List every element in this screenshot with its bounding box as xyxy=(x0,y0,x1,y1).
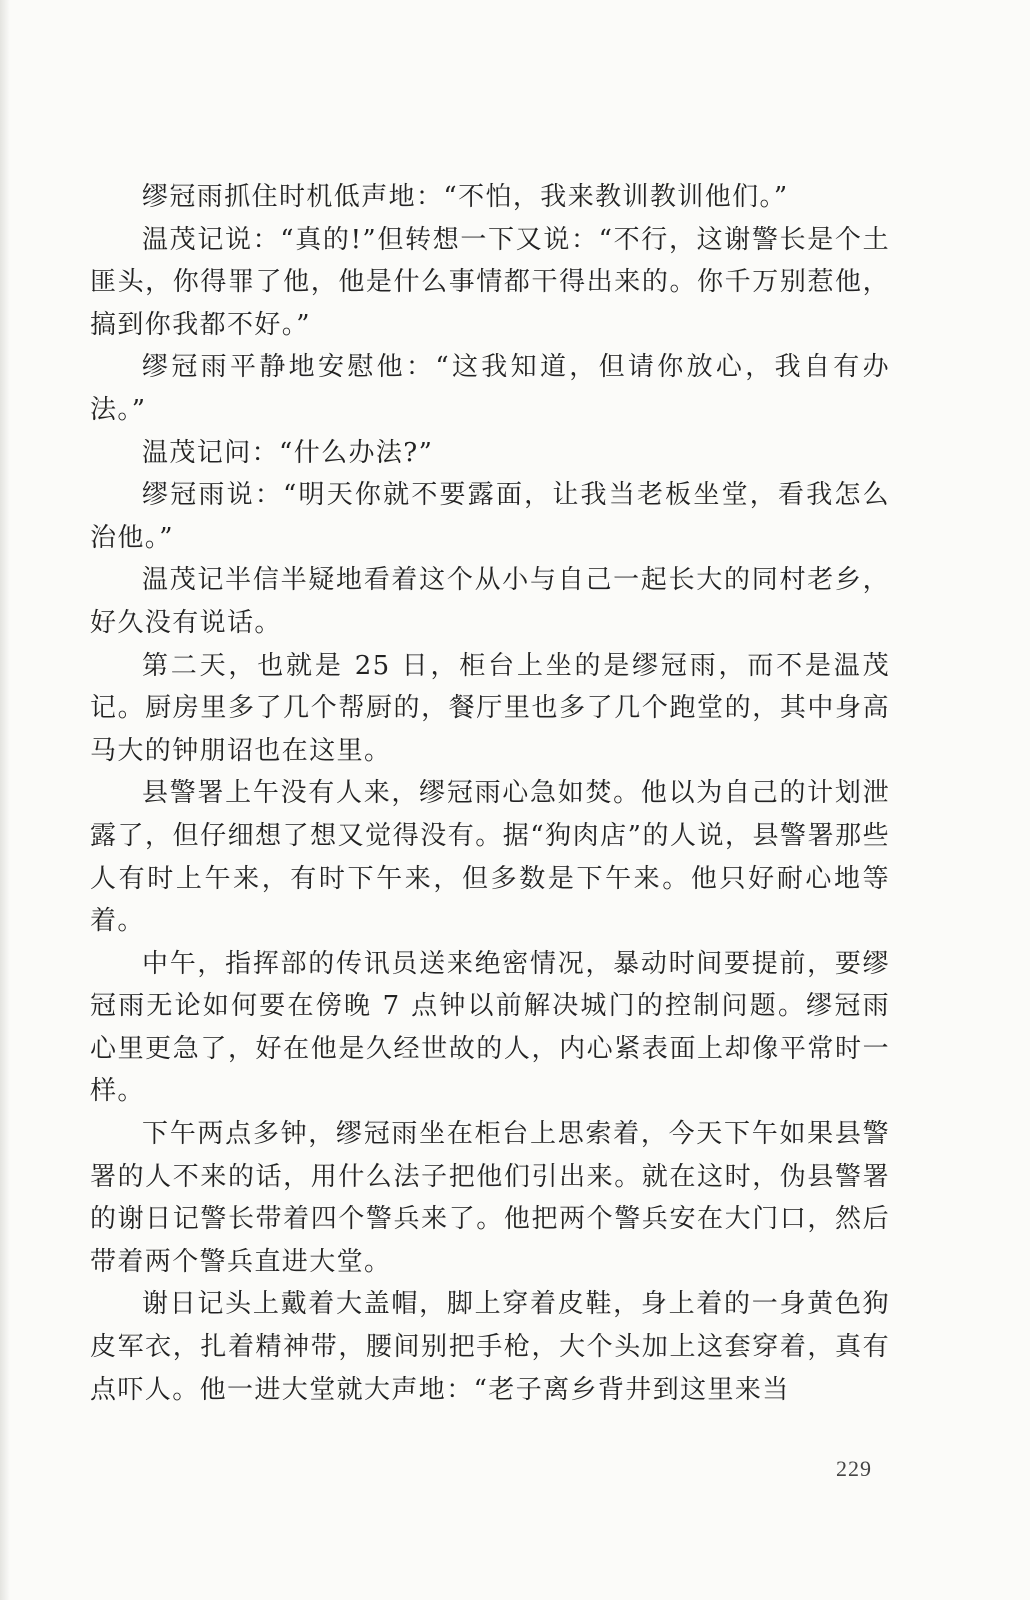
paragraph-6: 温茂记半信半疑地看着这个从小与自己一起长大的同村老乡，好久没有说话。 xyxy=(90,565,890,638)
paragraph-11: 谢日记头上戴着大盖帽，脚上穿着皮鞋，身上着的一身黄色狗皮军衣，扎着精神带，腰间别把手枪，大个头加上这套穿着，真有点吓人。他一进大堂就大声地：“老子离乡背井到这里来当 xyxy=(90,1289,890,1405)
body-text xyxy=(90,176,890,1411)
paragraph-3: 缪冠雨平静地安慰他：“这我知道，但请你放心，我自有办法。” xyxy=(90,352,890,425)
paragraph-5: 缪冠雨说：“明天你就不要露面，让我当老板坐堂，看我怎么治他。” xyxy=(90,480,890,553)
page-number: 229 xyxy=(836,1456,872,1481)
paragraph-4: 温茂记问：“什么办法?” xyxy=(142,437,434,468)
paragraph-2: 温茂记说：“真的!”但转想一下又说：“不行，这谢警长是个土匪头，你得罪了他，他是什么事情都干得出来的。你千万别惹他，搞到你我都不好。” xyxy=(90,224,890,340)
paragraph-9: 中午，指挥部的传讯员送来绝密情况，暴动时间要提前，要缪冠雨无论如何要在傍晚 7 点钟以前解决城门的控制问题。缪冠雨心里更急了，好在他是久经世故的人，内心紧表面上却像平常时一样。 xyxy=(90,948,890,1107)
paragraph-1: 缪冠雨抓住时机低声地：“不怕，我来教训教训他们。” xyxy=(142,182,789,212)
page-edge-shadow xyxy=(0,0,10,1600)
paragraph-7: 第二天，也就是 25 日，柜台上坐的是缪冠雨，而不是温茂记。厨房里多了几个帮厨的，餐厅里也多了几个跑堂的，其中身高马大的钟朋诏也在这里。 xyxy=(90,650,890,766)
paragraph-8: 县警署上午没有人来，缪冠雨心急如焚。他以为自己的计划泄露了，但仔细想了想又觉得没有。据“狗肉店”的人说，县警署那些人有时上午来，有时下午来，但多数是下午来。他只好耐心地等着。 xyxy=(90,778,890,937)
paragraph-10: 下午两点多钟，缪冠雨坐在柜台上思索着，今天下午如果县警署的人不来的话，用什么法子把他们引出来。就在这时，伪县警署的谢日记警长带着四个警兵来了。他把两个警兵安在大门口，然后带着两个警兵直进大堂。 xyxy=(90,1119,890,1277)
